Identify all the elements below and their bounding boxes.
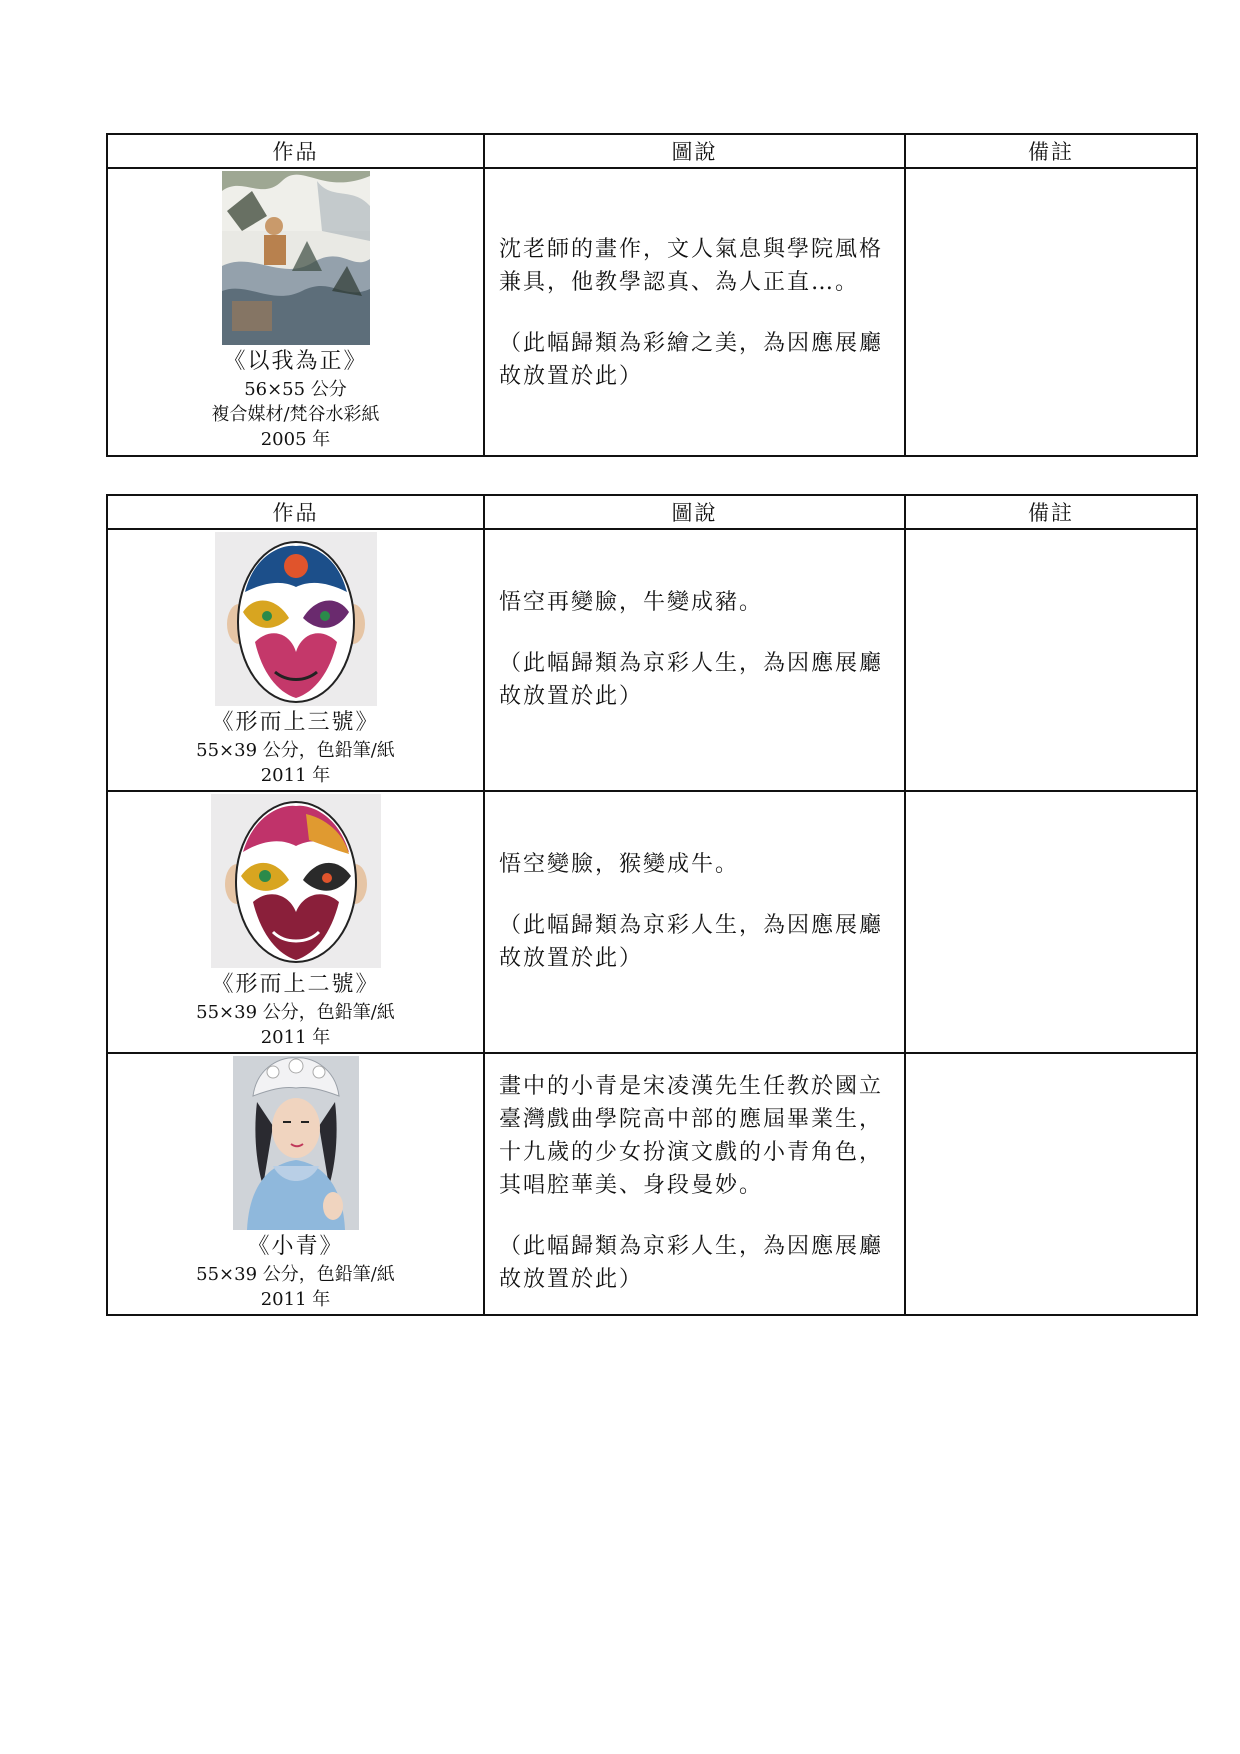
table-row bbox=[107, 1053, 1197, 1315]
work-cell bbox=[107, 168, 484, 456]
opera-mask-image bbox=[211, 794, 381, 968]
caption-text: 悟空再變臉，牛變成豬。 bbox=[499, 590, 764, 615]
remarks-cell bbox=[905, 529, 1197, 791]
remarks-cell bbox=[905, 791, 1197, 1053]
work-year: 2005 年 bbox=[260, 429, 331, 450]
work-medium: 複合媒材/梵谷水彩紙 bbox=[211, 404, 380, 425]
caption-note: （此幅歸類為京彩人生，為因應展廳故放置於此） bbox=[499, 651, 884, 709]
work-cell bbox=[107, 529, 484, 791]
remarks-cell bbox=[905, 1053, 1197, 1315]
header-remarks: 備註 bbox=[905, 134, 1197, 168]
caption-text: 畫中的小青是宋凌漢先生任教於國立臺灣戲曲學院高中部的應屆畢業生，十九歲的少女扮演文戲的小青角色，其唱腔華美、身段曼妙。 bbox=[499, 1074, 884, 1198]
table-row bbox=[107, 791, 1197, 1053]
landscape-painting-image bbox=[222, 171, 370, 345]
remarks-cell bbox=[905, 168, 1197, 456]
caption-text: 沈老師的畫作，文人氣息與學院風格兼具，他教學認真、為人正直…。 bbox=[499, 237, 884, 295]
opera-mask-image bbox=[215, 532, 377, 706]
table-header-row bbox=[107, 495, 1197, 529]
caption-note: （此幅歸類為彩繪之美，為因應展廳故放置於此） bbox=[499, 331, 884, 389]
artwork-table-2 bbox=[106, 494, 1198, 1316]
caption-cell bbox=[484, 791, 905, 1053]
work-title: 《形而上三號》 bbox=[211, 710, 380, 735]
work-year: 2011 年 bbox=[260, 1289, 331, 1310]
caption-note: （此幅歸類為京彩人生，為因應展廳故放置於此） bbox=[499, 913, 884, 971]
header-work: 作品 bbox=[107, 134, 484, 168]
work-title: 《形而上二號》 bbox=[211, 972, 380, 997]
caption-cell bbox=[484, 168, 905, 456]
work-year: 2011 年 bbox=[260, 1027, 331, 1048]
header-remarks: 備註 bbox=[905, 495, 1197, 529]
artwork-table-1 bbox=[106, 133, 1198, 457]
table-row bbox=[107, 529, 1197, 791]
work-medium: 55×39 公分，色鉛筆/紙 bbox=[196, 1002, 395, 1023]
caption-note: （此幅歸類為京彩人生，為因應展廳故放置於此） bbox=[499, 1234, 884, 1292]
work-dimensions: 56×55 公分 bbox=[244, 379, 347, 400]
caption-cell bbox=[484, 1053, 905, 1315]
table-row bbox=[107, 168, 1197, 456]
work-cell bbox=[107, 791, 484, 1053]
work-medium: 55×39 公分，色鉛筆/紙 bbox=[196, 1264, 395, 1285]
work-year: 2011 年 bbox=[260, 765, 331, 786]
caption-cell bbox=[484, 529, 905, 791]
work-medium: 55×39 公分，色鉛筆/紙 bbox=[196, 740, 395, 761]
opera-portrait-image bbox=[233, 1056, 359, 1230]
work-cell bbox=[107, 1053, 484, 1315]
caption-text: 悟空變臉，猴變成牛。 bbox=[499, 852, 740, 877]
table-header-row bbox=[107, 134, 1197, 168]
header-caption: 圖說 bbox=[484, 134, 905, 168]
header-caption: 圖說 bbox=[484, 495, 905, 529]
work-title: 《以我為正》 bbox=[223, 349, 368, 374]
work-title: 《小青》 bbox=[247, 1234, 344, 1259]
header-work: 作品 bbox=[107, 495, 484, 529]
